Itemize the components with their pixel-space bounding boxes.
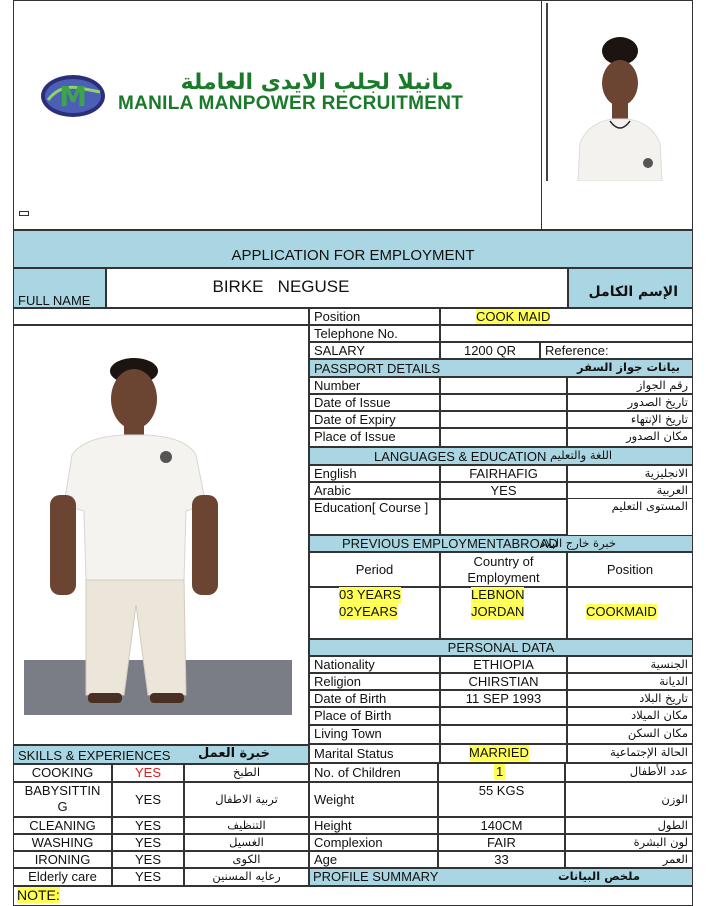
telephone-label: Telephone No.	[309, 325, 440, 342]
country-1: LEBNON	[471, 587, 525, 602]
arabic-label: Arabic	[309, 482, 440, 499]
salary-value: 1200 QR	[440, 342, 540, 359]
position-value: COOK MAID	[476, 309, 551, 324]
living-town-value	[440, 725, 567, 744]
passport-number-value	[440, 377, 567, 394]
place-of-birth-value	[440, 707, 567, 725]
skill-elderly-care-value: YES	[112, 868, 184, 886]
education-value	[440, 499, 567, 535]
period-header: Period	[309, 552, 440, 587]
date-of-birth-arabic: تاريخ البلاد	[567, 690, 693, 707]
profile-summary-label: PROFILE SUMMARY	[313, 869, 439, 884]
salary-label: SALARY	[309, 342, 440, 359]
complexion-arabic: لون البشرة	[565, 834, 693, 851]
english-label: English	[309, 465, 440, 482]
passport-title-arabic: بيانات جواز السفر	[577, 360, 680, 374]
header-divider	[541, 0, 542, 230]
english-value: FAIRHAFIG	[440, 465, 567, 482]
date-of-birth-label: Date of Birth	[309, 690, 440, 707]
skill-ironing-arabic: الكوى	[184, 851, 309, 868]
arabic-value: YES	[440, 482, 567, 499]
place-of-issue-arabic: مكان الصدور	[567, 428, 693, 447]
note-label: NOTE:	[17, 887, 60, 903]
date-of-expiry-label: Date of Expiry	[309, 411, 440, 428]
country-header: Country of Employment	[440, 552, 567, 587]
age-label: Age	[309, 851, 438, 868]
skill-washing-value: YES	[112, 834, 184, 851]
skill-ironing-value: YES	[112, 851, 184, 868]
full-body-photo	[24, 355, 292, 715]
education-arabic: المستوى التعليم	[567, 499, 693, 535]
skill-cleaning-label: CLEANING	[13, 817, 112, 834]
complexion-value: FAIR	[438, 834, 565, 851]
skill-cleaning-arabic: التنظيف	[184, 817, 309, 834]
full-name-value: BIRKE NEGUSE	[212, 277, 350, 296]
period-2: 02YEARS	[339, 604, 398, 619]
religion-label: Religion	[309, 673, 440, 690]
skill-ironing-label: IRONING	[13, 851, 112, 868]
height-arabic: الطول	[565, 817, 693, 834]
skill-babysitting-label: BABYSITTIN G	[13, 782, 112, 817]
date-of-birth-value: 11 SEP 1993	[440, 690, 567, 707]
full-name-arabic: الإسم الكامل	[588, 284, 678, 300]
living-town-arabic: مكان السكن	[567, 725, 693, 744]
previous-employment-title: PREVIOUS EMPLOYMENTABROAD	[342, 536, 558, 551]
marital-status-arabic: الحالة الإجتماعية	[567, 744, 693, 763]
full-name-label: FULL NAME	[18, 293, 91, 308]
skill-elderly-care-label: Elderly care	[13, 868, 112, 886]
previous-employment-title-arabic: خبرة خارج البلاد	[540, 536, 617, 550]
note-row	[13, 886, 693, 906]
date-of-expiry-value	[440, 411, 567, 428]
languages-title-arabic: اللغة والتعليم	[550, 448, 613, 462]
application-title: APPLICATION FOR EMPLOYMENT	[231, 247, 475, 264]
height-label: Height	[309, 817, 438, 834]
date-of-expiry-arabic: تاريخ الإنتهاء	[567, 411, 693, 428]
complexion-label: Complexion	[309, 834, 438, 851]
skill-washing-label: WASHING	[13, 834, 112, 851]
age-arabic: العمر	[565, 851, 693, 868]
nationality-arabic: الجنسية	[567, 656, 693, 673]
marital-status-value: MARRIED	[469, 745, 529, 760]
passport-number-label: Number	[309, 377, 440, 394]
weight-arabic: الوزن	[565, 782, 693, 817]
skills-title: SKILLS & EXPERIENCES	[18, 748, 171, 763]
personal-data-title: PERSONAL DATA	[447, 640, 555, 655]
place-of-birth-arabic: مكان الميلاد	[567, 707, 693, 725]
company-name-arabic: مانيلا لجلب الايدى العاملة	[180, 70, 454, 95]
period-1: 03 YEARS	[339, 587, 401, 602]
skill-babysitting-arabic: تربية الاطفال	[184, 782, 309, 817]
skill-washing-arabic: الغسيل	[184, 834, 309, 851]
passport-number-arabic: رقم الجواز	[567, 377, 693, 394]
profile-summary-arabic: ملخص البيانات	[558, 869, 640, 883]
skill-cooking-arabic: الطبخ	[184, 764, 309, 782]
company-logo	[40, 74, 106, 118]
religion-value: CHIRSTIAN	[440, 673, 567, 690]
arabic-arabic: العربية	[567, 482, 693, 499]
education-label: Education[ Course ]	[309, 499, 440, 535]
children-label: No. of Children	[309, 763, 438, 782]
photo-top-strip	[13, 308, 309, 325]
date-of-issue-value	[440, 394, 567, 411]
nationality-label: Nationality	[309, 656, 440, 673]
height-value: 140CM	[438, 817, 565, 834]
position-label: Position	[309, 308, 440, 325]
header-photo	[546, 3, 687, 181]
telephone-value	[440, 325, 693, 342]
children-value: 1	[496, 764, 504, 779]
skill-elderly-care-arabic: رعايه المسنين	[184, 868, 309, 886]
position-header: Position	[567, 552, 693, 587]
company-name-english: MANILA MANPOWER RECRUITMENT	[118, 93, 464, 114]
svg-text:M: M	[59, 80, 87, 113]
small-box-marker	[19, 211, 29, 216]
living-town-label: Living Town	[309, 725, 440, 744]
passport-title: PASSPORT DETAILS	[314, 361, 441, 376]
children-arabic: عدد الأطفال	[565, 763, 693, 782]
skill-cleaning-value: YES	[112, 817, 184, 834]
skill-babysitting-value: YES	[112, 782, 184, 817]
previous-position: COOKMAID	[586, 604, 657, 619]
place-of-issue-label: Place of Issue	[309, 428, 440, 447]
country-2: JORDAN	[471, 604, 525, 619]
date-of-issue-label: Date of Issue	[309, 394, 440, 411]
skill-cooking-value: YES	[112, 764, 184, 782]
religion-arabic: الديانة	[567, 673, 693, 690]
reference-label: Reference:	[540, 342, 693, 359]
date-of-issue-arabic: تاريخ الصدور	[567, 394, 693, 411]
nationality-value: ETHIOPIA	[440, 656, 567, 673]
place-of-issue-value	[440, 428, 567, 447]
skills-title-arabic: خبرة العمل	[198, 746, 270, 761]
english-arabic: الانجليزية	[567, 465, 693, 482]
weight-label: Weight	[309, 782, 438, 817]
place-of-birth-label: Place of Birth	[309, 707, 440, 725]
marital-status-label: Marital Status	[309, 744, 440, 763]
skill-cooking-label: COOKING	[13, 764, 112, 782]
languages-title: LANGUAGES & EDUCATION	[374, 449, 547, 464]
age-value: 33	[438, 851, 565, 868]
weight-value: 55 KGS	[438, 782, 565, 817]
